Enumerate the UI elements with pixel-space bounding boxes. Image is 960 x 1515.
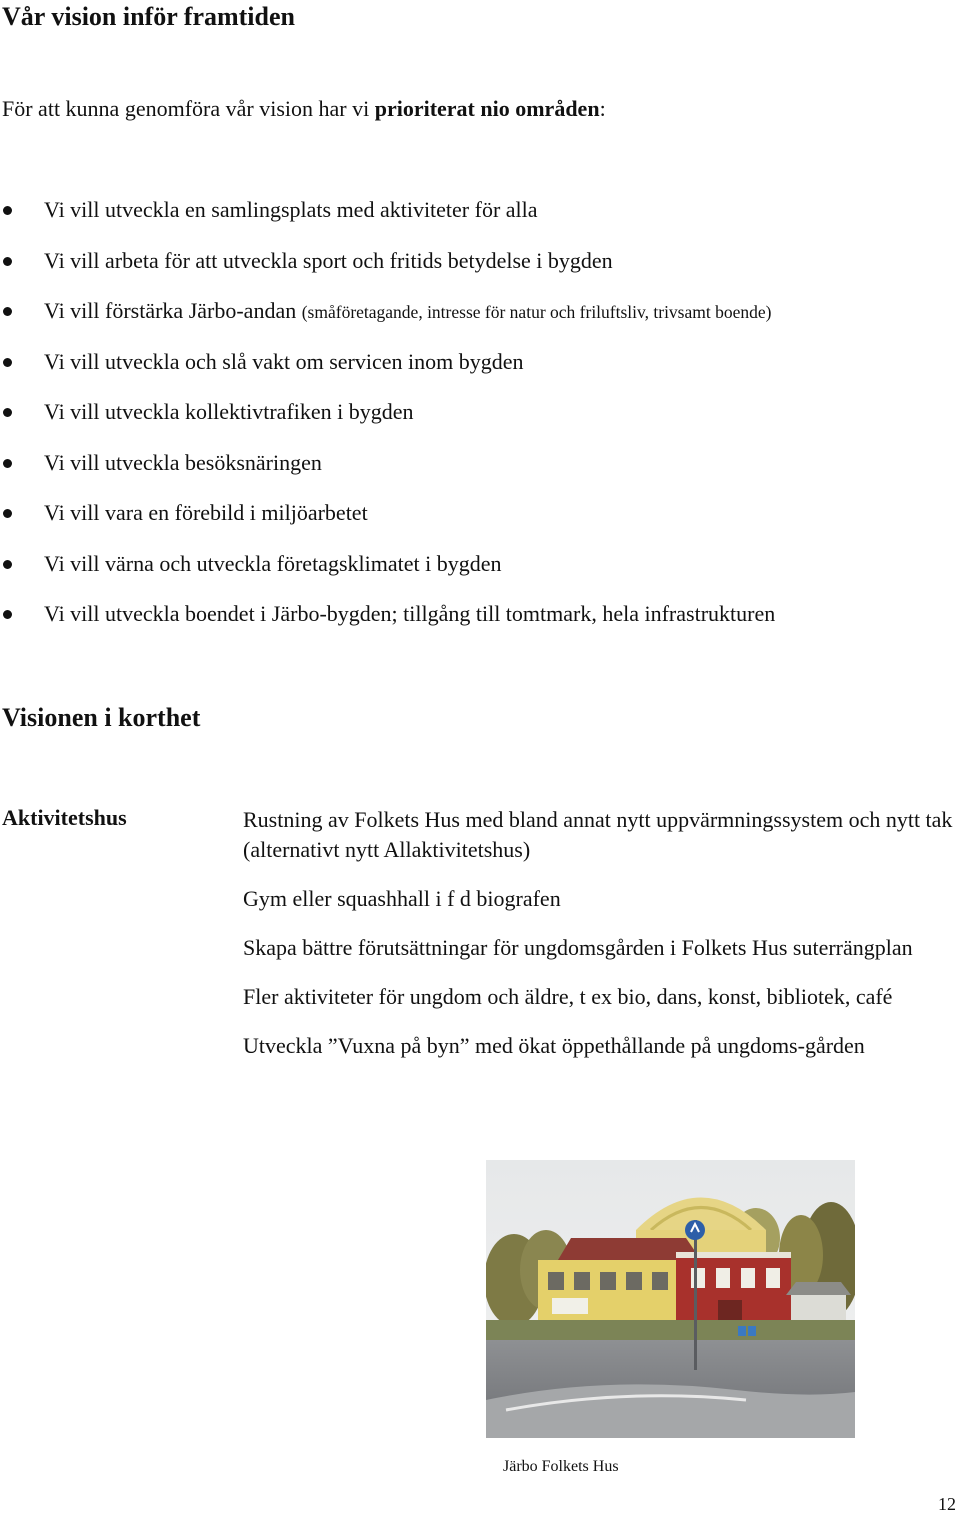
definition-item: Skapa bättre förutsättningar för ungdomsgården i Folkets Hus suterrängplan xyxy=(243,935,913,960)
definition-item: Gym eller squashhall i f d biografen xyxy=(243,886,561,911)
priority-list xyxy=(0,192,960,647)
definition-item: Fler aktiviteter för ungdom och äldre, t ex bio, dans, konst, bibliotek, café xyxy=(243,984,893,1009)
list-item xyxy=(0,495,960,546)
folkets-hus-photo xyxy=(486,1160,855,1438)
intro-bold: prioriterat nio områden xyxy=(374,96,600,121)
intro-text: För att kunna genomföra vår vision har vi xyxy=(2,96,375,121)
bullet-icon xyxy=(3,610,12,619)
list-item-text: Vi vill utveckla kollektivtrafiken i bygden xyxy=(44,399,414,424)
list-item-note: (småföretagande, intresse för natur och friluftsliv, trivsamt boende) xyxy=(301,302,772,322)
page-heading: Vår vision inför framtiden xyxy=(2,2,295,31)
list-item xyxy=(0,546,960,597)
definition-item: Rustning av Folkets Hus med bland annat nytt uppvärmningssystem och nytt tak (alternativt nytt Allaktivitetshus) xyxy=(243,807,953,862)
page-number: 12 xyxy=(938,1494,956,1514)
list-item xyxy=(0,192,960,243)
bullet-icon xyxy=(3,408,12,417)
list-item xyxy=(0,243,960,294)
bullet-icon xyxy=(3,358,12,367)
list-item xyxy=(0,596,960,647)
list-item xyxy=(0,293,960,344)
bullet-icon xyxy=(3,560,12,569)
building-photo-illustration xyxy=(486,1160,855,1438)
list-item xyxy=(0,344,960,395)
bullet-icon xyxy=(3,459,12,468)
intro-suffix: : xyxy=(599,96,606,121)
list-item-text: Vi vill förstärka Järbo-andan xyxy=(44,298,302,323)
list-item-text: Vi vill arbeta för att utveckla sport och fritids betydelse i bygden xyxy=(44,247,613,273)
list-item-text: Vi vill utveckla boendet i Järbo-bygden; tillgång till tomtmark, hela infrastrukturen xyxy=(44,601,776,626)
intro-paragraph xyxy=(2,96,606,122)
bullet-icon xyxy=(3,509,12,518)
list-item-text: Vi vill utveckla besöksnäringen xyxy=(44,449,322,475)
list-item-text: Vi vill utveckla och slå vakt om servicen inom bygden xyxy=(44,348,524,374)
photo-caption: Järbo Folkets Hus xyxy=(503,1458,619,1475)
definition-list xyxy=(243,805,958,1080)
list-item xyxy=(0,445,960,496)
section-heading: Visionen i korthet xyxy=(2,703,201,732)
list-item-text: Vi vill utveckla en samlingsplats med aktiviteter för alla xyxy=(44,197,538,222)
list-item-text: Vi vill värna och utveckla företagsklimatet i bygden xyxy=(44,550,502,576)
list-item-text: Vi vill vara en förebild i miljöarbetet xyxy=(44,500,368,525)
definition-term: Aktivitetshus xyxy=(2,805,127,830)
bullet-icon xyxy=(3,257,12,266)
bullet-icon xyxy=(3,206,12,215)
bullet-icon xyxy=(3,307,12,316)
definition-item: Utveckla ”Vuxna på byn” med ökat öppethållande på ungdoms-gården xyxy=(243,1033,865,1058)
list-item xyxy=(0,394,960,445)
